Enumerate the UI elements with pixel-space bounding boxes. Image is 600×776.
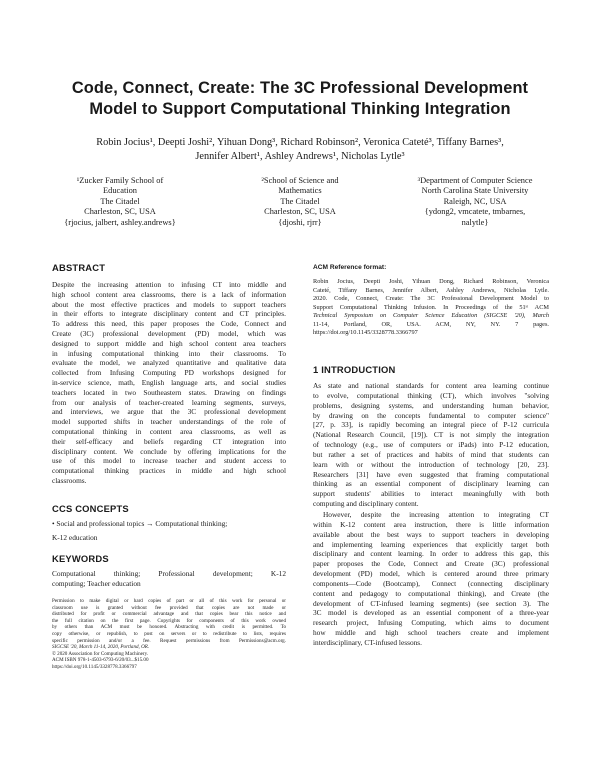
reference-heading: ACM Reference format: xyxy=(313,264,387,271)
reference-line: https://doi.org/10.1145/3328778.3366797 xyxy=(313,329,418,336)
intro-line: problems, designing systems, and understanding human behavior, xyxy=(313,400,549,410)
affiliation-line: {ydong2, vmcatete, tmbarnes, xyxy=(424,207,526,217)
abstract-line: Despite the increasing attention to infusing CT into middle and xyxy=(52,280,286,289)
affiliation-line: North Carolina State University xyxy=(421,186,529,196)
abstract-line: Create (3C) professional development (PD) model, which was xyxy=(52,328,286,338)
author-line: Robin Jocius¹, Deepti Joshi², Yihuan Dong³, Richard Robinson², Veronica Cateté³, Tiffany Barnes³, xyxy=(96,137,504,148)
affiliation-line: ¹Zucker Family School of xyxy=(76,176,164,185)
intro-line: research project, Infusing Computing, which aims to document xyxy=(313,618,549,628)
abstract-line: teachers located in two Southeastern states. Drawing on findings xyxy=(52,387,286,397)
ccs-line: • Social and professional topics → Computational thinking; xyxy=(52,519,228,528)
keywords-line: computing; Teacher education xyxy=(52,578,141,588)
abstract-line: collected from Infusing Computing PD workshops designed for xyxy=(52,368,286,378)
intro-para-1 xyxy=(313,381,549,509)
affiliation-3 xyxy=(400,176,550,228)
intro-line: (National Research Council, [19]). CT is not simply the integration xyxy=(313,430,549,440)
paper-title xyxy=(40,78,560,120)
affiliation-line: Charleston, SC, USA xyxy=(84,207,156,217)
abstract-heading: ABSTRACT xyxy=(52,262,106,273)
reference-line: Robin Jocius, Deepti Joshi, Yihuan Dong, Richard Robinson, Veronica xyxy=(313,278,549,285)
intro-line: by drawing on the concepts fundamental to computer science" xyxy=(313,410,549,420)
permission-line: by others than ACM must be honored. Abstracting with credit is permitted. To xyxy=(52,624,286,631)
intro-heading: 1 INTRODUCTION xyxy=(313,364,396,375)
intro-line: content and pedagogy to computational thinking), and Create (the xyxy=(313,588,549,598)
intro-line: 3C model is developed as an essential component of a three-year xyxy=(313,608,549,618)
intro-line: support students' abilities to interact meaningfully with both xyxy=(313,489,549,499)
reference-line: 2020. Code, Connect, Create: The 3C Professional Development Model to xyxy=(313,295,549,302)
abstract-line: in infusing computational thinking into their classrooms. To xyxy=(52,348,286,358)
abstract-line: computational thinking practices in middle and high school xyxy=(52,466,286,476)
affiliation-line: Mathematics xyxy=(278,186,322,196)
affiliation-line: nalytle} xyxy=(461,217,489,227)
affiliation-line: The Citadel xyxy=(280,196,320,206)
abstract-line: designed to support middle and high school content area teachers xyxy=(52,338,286,348)
intro-line: As state and national standards for content area learning continue xyxy=(313,381,549,390)
permission-line: SIGCSE '20, March 11-14, 2020, Portland, OR. xyxy=(52,644,150,651)
permission-line: ACM ISBN 978-1-4503-6793-6/20/03...$15.00 xyxy=(52,657,149,664)
intro-line: thinking as an essential component of disciplinary learning can xyxy=(313,479,549,489)
permission-line: copy otherwise, or republish, to post on servers or to redistribute to lists, requires xyxy=(52,630,286,637)
intro-line: Researchers [31] have even suggested that framing computational xyxy=(313,469,549,479)
abstract-line: disciplinary content. We conclude by offering implications for the xyxy=(52,446,286,456)
title-line: Code, Connect, Create: The 3C Professional Development xyxy=(71,79,529,97)
intro-line: However, despite the increasing attention to integrating CT xyxy=(323,510,549,519)
affiliation-line: ²School of Science and xyxy=(261,176,339,185)
intro-line: interdisciplinary, CT-infused lessons. xyxy=(313,637,422,647)
abstract-line: classrooms. xyxy=(52,475,87,485)
permission-line: the full citation on the first page. Copyrights for components of this work owned xyxy=(52,617,286,624)
affiliation-line: Education xyxy=(103,186,137,196)
intro-line: available about the best ways to support teachers in developing xyxy=(313,529,549,539)
intro-para-2 xyxy=(313,510,549,648)
reference-line: 11-14, Portland, OR, USA. ACM, NY, NY. 7 pages. xyxy=(313,320,549,328)
permission-line: distributed for profit or commercial advantage and that copies bear this notice and xyxy=(52,611,286,618)
affiliation-2 xyxy=(235,176,365,228)
intro-line: but rather a set of practices and habits of mind that students can xyxy=(313,449,549,459)
intro-line: disciplinary and content learning. In order to address this gap, this xyxy=(313,549,549,559)
ccs-heading: CCS CONCEPTS xyxy=(52,503,129,514)
abstract-line: in their efforts to integrate disciplinary content and CT principles. xyxy=(52,309,286,319)
abstract-line: and interviews, we argue that the 3C professional development xyxy=(52,407,286,417)
author-line: Jennifer Albert¹, Ashley Andrews¹, Nicholas Lytle³ xyxy=(195,150,405,162)
abstract-line: To address this need, this paper proposes the Code, Connect and xyxy=(52,319,286,329)
ccs-body xyxy=(52,519,286,543)
abstract-line: use of this model to increase teacher and student access to xyxy=(52,456,286,466)
intro-line: of technology (e.g., use of computers or iPads) into P-12 education, xyxy=(313,440,549,450)
abstract-line: model supported shifts in teacher understandings of the role of xyxy=(52,417,286,427)
intro-line: within K-12 content area instruction, there is little information xyxy=(313,519,549,529)
abstract-line: about the most effective practices and models to support teachers xyxy=(52,299,286,309)
author-list xyxy=(30,136,570,163)
abstract-line: computational thinking in content area classrooms, as well as xyxy=(52,426,286,436)
affiliation-line: Charleston, SC, USA xyxy=(264,207,336,217)
abstract-line: from our analysis of teacher-created learning segments, surveys, xyxy=(52,397,286,407)
intro-line: learn with or without the introduction of technology [20, 23]. xyxy=(313,459,549,469)
permission-line: https://doi.org/10.1145/3328778.3366797 xyxy=(52,663,137,670)
keywords-body xyxy=(52,569,286,589)
abstract-line: evaluate the model, we analyzed quantitative and qualitative data xyxy=(52,358,286,368)
permission-line: classroom use is granted without fee provided that copies are not made or xyxy=(52,604,286,611)
keywords-line: Computational thinking; Professional development; K-12 xyxy=(52,569,286,578)
intro-line: paper proposes the Code, Connect and Create (3C) professional xyxy=(313,559,549,569)
intro-line: development (PD) model, which is centered around three primary xyxy=(313,569,549,579)
reference-body xyxy=(313,278,549,338)
ccs-line: K-12 education xyxy=(52,532,98,542)
abstract-body xyxy=(52,280,286,486)
intro-line: to evolve, computational thinking (CT), which involves "solving xyxy=(313,390,549,400)
affiliation-line: {rjocius, jalbert, ashley.andrews} xyxy=(64,217,176,227)
permission-line: © 2020 Association for Computing Machinery. xyxy=(52,650,149,657)
intro-line: components—Code (Bootcamp), Connect (connecting disciplinary xyxy=(313,578,549,588)
intro-line: development of CT-infused learning segments) (see section 3). The xyxy=(313,598,549,608)
affiliation-1 xyxy=(55,176,185,228)
abstract-line: high school content area classrooms, there is a lack of information xyxy=(52,289,286,299)
keywords-heading: KEYWORDS xyxy=(52,553,109,564)
title-line: Model to Support Computational Thinking Integration xyxy=(89,100,511,118)
abstract-line: in-service science, math, English language arts, and social studies xyxy=(52,377,286,387)
permission-line: Permission to make digital or hard copies of part or all of this work for personal or xyxy=(52,598,286,604)
permission-block xyxy=(52,598,286,671)
reference-line: Cateté, Tiffany Barnes, Jennifer Albert, Ashley Andrews, Nicholas Lytle. xyxy=(313,286,549,294)
affiliation-line: {djoshi, rjrr} xyxy=(278,217,322,227)
permission-line: specific permission and/or a fee. Request permissions from Permissions@acm.org. xyxy=(52,637,286,644)
affiliation-line: Raleigh, NC, USA xyxy=(443,196,507,206)
intro-line: and implementing learning experiences that explicitly target both xyxy=(313,539,549,549)
affiliation-line: ³Department of Computer Science xyxy=(417,176,533,185)
reference-line: Technical Symposium on Computer Science Education (SIGCSE '20), March xyxy=(313,312,549,319)
intro-line: how middle and high school teachers create and implement xyxy=(313,628,549,638)
abstract-line: their self-efficacy and beliefs regarding CT integration into xyxy=(52,436,286,446)
affiliation-line: The Citadel xyxy=(100,196,140,206)
intro-line: computing and disciplinary content. xyxy=(313,499,419,509)
intro-line: [27, p. 33], is rapidly becoming an integral piece of P-12 curricula xyxy=(313,420,549,430)
reference-line: Support Computational Thinking Infusion. In Proceedings of the 51ˢᵗ ACM xyxy=(313,303,549,311)
